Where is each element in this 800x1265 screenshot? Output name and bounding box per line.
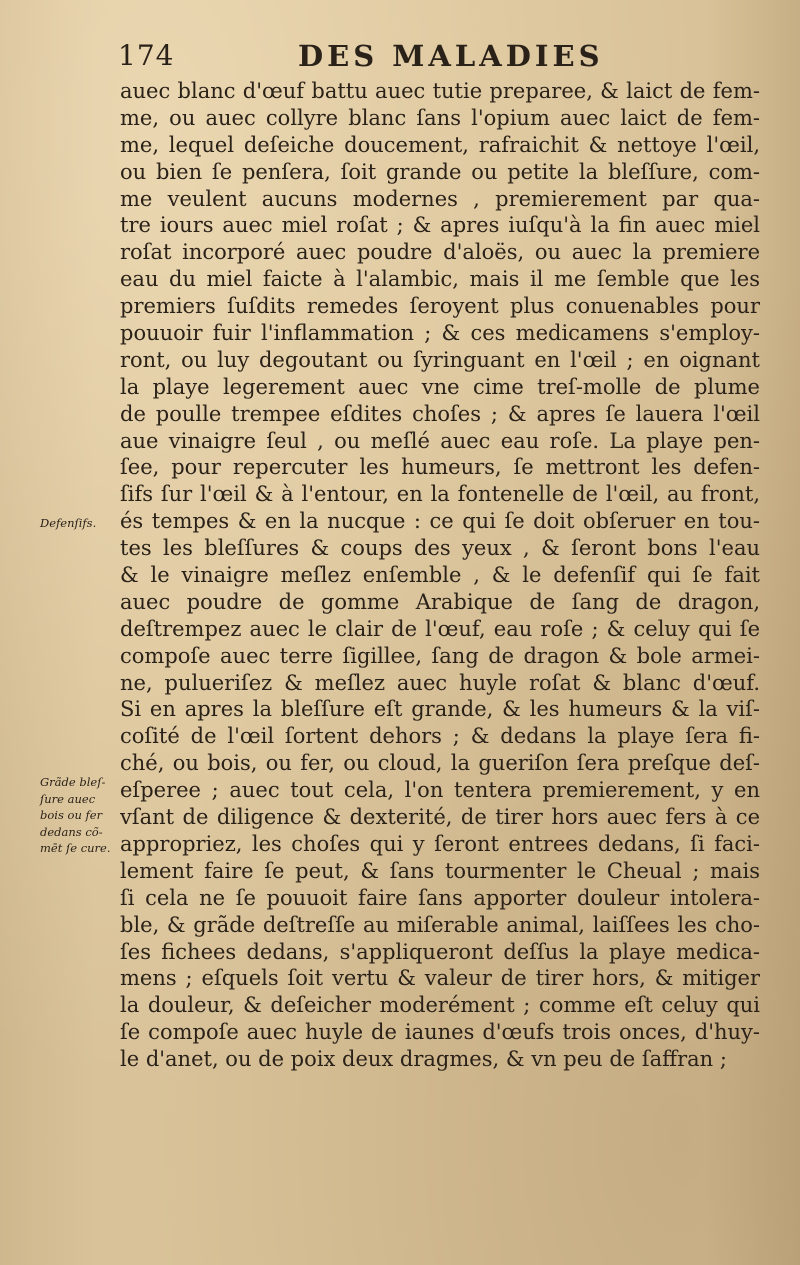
marginal-note-grande-blessure bbox=[40, 774, 122, 857]
marginal-note-line: bois ou fer bbox=[40, 808, 103, 822]
text-line: ſes fichees dedans, s'appliqueront deſſus la playe medica- bbox=[120, 939, 760, 964]
text-line: me, ou auec collyre blanc ſans l'opium auec laict de fem- bbox=[120, 105, 760, 130]
text-line: appropriez, les choſes qui y ſeront entrees dedans, ſi faci- bbox=[120, 831, 760, 856]
text-line: és tempes & en la nucque : ce qui ſe doit obſeruer en tou- bbox=[120, 509, 760, 534]
text-line: mens ; eſquels ſoit vertu & valeur de tirer hors, & mitiger bbox=[120, 966, 760, 991]
marginal-note-line: mēt ſe cure. bbox=[40, 841, 111, 855]
text-line: aue vinaigre ſeul , ou meſlé auec eau roſe. La playe pen- bbox=[120, 428, 760, 453]
page-number: 174 bbox=[118, 39, 175, 72]
text-line: roſat incorporé auec poudre d'aloës, ou auec la premiere bbox=[120, 240, 760, 265]
text-line: la playe legerement auec vne cime treſ-molle de plume bbox=[120, 374, 760, 399]
text-line: premiers ſuſdits remedes ſeroyent plus conuenables pour bbox=[120, 294, 760, 319]
text-line: coſité de l'œil ſortent dehors ; & dedans la playe ſera fi- bbox=[120, 724, 760, 749]
text-line: la douleur, & deſeicher moderément ; comme eſt celuy qui bbox=[120, 993, 760, 1018]
text-line: eſperee ; auec tout cela, l'on tentera premierement, y en bbox=[120, 778, 760, 803]
text-line: pouuoir fuir l'inflammation ; & ces medicamens s'employ- bbox=[120, 321, 760, 346]
text-line: ſe compoſe auec huyle de iaunes d'œufs trois onces, d'huy- bbox=[120, 1020, 760, 1045]
text-line: compoſe auec terre ſigillee, ſang de dragon & bole armei- bbox=[120, 643, 760, 668]
text-line: eau du miel faicte à l'alambic, mais il me ſemble que les bbox=[120, 267, 760, 292]
page-header bbox=[118, 36, 758, 76]
text-line: ſi cela ne ſe pouuoit faire ſans apporter douleur intolera- bbox=[120, 885, 760, 910]
marginal-note-defensifs bbox=[40, 515, 122, 532]
marginal-note-line: dedans cõ- bbox=[40, 824, 103, 839]
running-title: DES MALADIES bbox=[298, 39, 604, 73]
text-line: & le vinaigre meſlez enſemble , & le defenſif qui ſe fait bbox=[120, 563, 760, 588]
text-line: auec blanc d'œuf battu auec tutie preparee, & laict de fem- bbox=[120, 79, 760, 103]
body-text bbox=[120, 78, 760, 1073]
text-line: ne, pulueriſez & meſlez auec huyle roſat & blanc d'œuf. bbox=[120, 670, 760, 695]
marginal-note-line: Grãde bleſ- bbox=[40, 775, 106, 789]
text-line: deſtrempez auec le clair de l'œuf, eau roſe ; & celuy qui ſe bbox=[120, 616, 760, 641]
marginal-note-line: ſure auec bbox=[40, 791, 96, 806]
marginal-note-line: Defenſifs. bbox=[40, 516, 97, 530]
text-line: ſee, pour repercuter les humeurs, ſe mettront les defen- bbox=[120, 455, 760, 480]
text-line: Si en apres la bleſſure eſt grande, & les humeurs & la viſ- bbox=[120, 697, 760, 722]
text-line: me veulent aucuns modernes , premierement par qua- bbox=[120, 186, 760, 211]
text-line: me, lequel deſeiche doucement, rafraichit & nettoye l'œil, bbox=[120, 132, 760, 157]
text-line: de poulle trempee eſdites choſes ; & apres ſe lauera l'œil bbox=[120, 401, 760, 426]
text-line: ché, ou bois, ou fer, ou cloud, la gueriſon ſera preſque deſ- bbox=[120, 751, 760, 776]
text-line: ſifs ſur l'œil & à l'entour, en la fontenelle de l'œil, au front, bbox=[120, 482, 760, 507]
text-line: vſant de diligence & dexterité, de tirer hors auec fers à ce bbox=[120, 805, 760, 830]
text-line: ble, & grãde deſtreſſe au miſerable animal, laiſſees les cho- bbox=[120, 912, 760, 937]
text-line: le d'anet, ou de poix deux dragmes, & vn peu de ſaffran ; bbox=[120, 1047, 727, 1072]
text-line: tre iours auec miel roſat ; & apres iuſqu'à la fin auec miel bbox=[120, 213, 760, 238]
text-line: auec poudre de gomme Arabique de ſang de dragon, bbox=[120, 589, 760, 614]
text-line: ront, ou luy degoutant ou ſyringuant en l'œil ; en oignant bbox=[120, 347, 760, 372]
text-line: lement faire ſe peut, & ſans tourmenter le Cheual ; mais bbox=[120, 858, 760, 883]
text-line: tes les bleſſures & coups des yeux , & ſeront bons l'eau bbox=[120, 536, 760, 561]
text-line: ou bien ſe penſera, ſoit grande ou petite la bleſſure, com- bbox=[120, 159, 760, 184]
